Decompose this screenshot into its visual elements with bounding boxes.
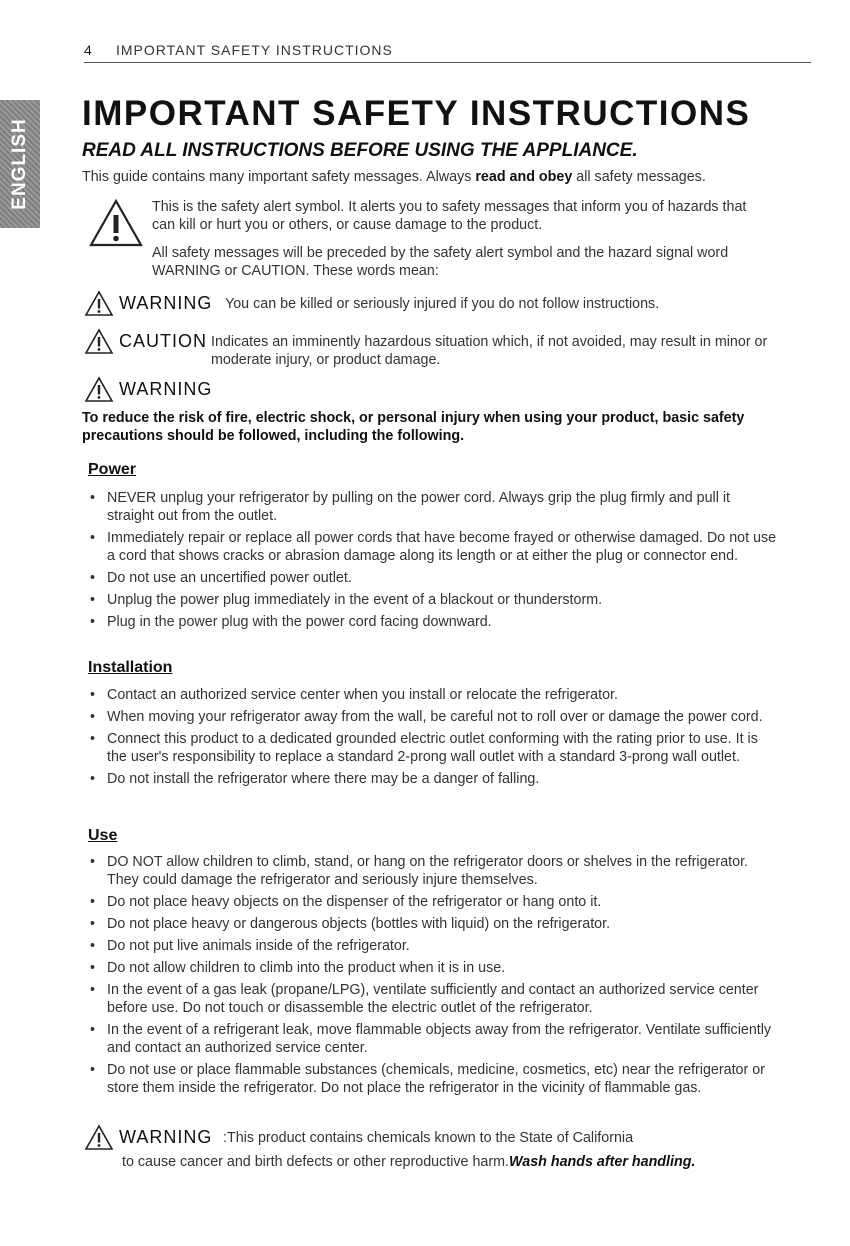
list-item: • Do not use an uncertified power outlet. — [88, 569, 778, 587]
signal-word-description: All safety messages will be preceded by the safety alert symbol and the hazard signal word WARNING or CAUTION. These words mean: — [152, 245, 729, 279]
prop65-text: :This product contains chemicals known to the State of California — [223, 1130, 634, 1146]
list-item: • In the event of a refrigerant leak, move flammable objects away from the refrigerator. Ventilate sufficiently and contact an authorized service center. — [88, 1021, 778, 1057]
intro-text: This guide contains many important safety messages. Always read and obey all safety messages. — [82, 169, 706, 185]
caution-alert-icon — [84, 328, 114, 355]
list-item: • Do not use or place flammable substances (chemicals, medicine, cosmetics, etc) near the refrigerator or store them inside the refrigerator. Do not place the refrigerator in the vicinity of flammable gas. — [88, 1061, 778, 1097]
list-item: • Connect this product to a dedicated grounded electric outlet conforming with the rating prior to use. It is the user's responsibility to replace a standard 2-prong wall outlet with a standard 3-prong wall outlet. — [88, 730, 778, 766]
alert-symbol-description: This is the safety alert symbol. It alerts you to safety messages that inform you of hazards that can kill or hurt you or others, or cause damage to the product. — [152, 199, 747, 233]
list-item: • Immediately repair or replace all power cords that have become frayed or otherwise damaged. Do not use a cord that shows cracks or abrasion damage along its length or at either the plug or connector end. — [88, 529, 778, 565]
prop65-alert-icon — [84, 1124, 114, 1151]
page-title: IMPORTANT SAFETY INSTRUCTIONS — [82, 94, 751, 133]
list-item: • In the event of a gas leak (propane/LPG), ventilate sufficiently and contact an authorized service center before use. Do not touch or disassemble the electric outlet of the refrigerator. — [88, 981, 778, 1017]
prop65-continuation: to cause cancer and birth defects or other reproductive harm.Wash hands after handling. — [122, 1154, 696, 1170]
caution-word: CAUTION — [119, 331, 207, 351]
list-item: • Do not install the refrigerator where there may be a danger of falling. — [88, 770, 778, 788]
list-item: • NEVER unplug your refrigerator by pulling on the power cord. Always grip the plug firmly and pull it straight out from the outlet. — [88, 489, 778, 525]
list-item: • Do not place heavy or dangerous objects (bottles with liquid) on the refrigerator. — [88, 915, 778, 933]
warning-word: WARNING — [119, 293, 213, 313]
page-subtitle: READ ALL INSTRUCTIONS BEFORE USING THE APPLIANCE. — [82, 140, 638, 161]
section-title-installation: Installation — [88, 659, 173, 676]
warning-alert-icon — [84, 290, 114, 317]
list-item: • Do not place heavy objects on the dispenser of the refrigerator or hang onto it. — [88, 893, 778, 911]
list-item: • Plug in the power plug with the power cord facing downward. — [88, 613, 778, 631]
section-title-power: Power — [88, 461, 137, 478]
warning-intro: To reduce the risk of fire, electric shock, or personal injury when using your product, basic safety precautions should be followed, including the following. — [82, 410, 745, 444]
caution-description: Indicates an imminently hazardous situation which, if not avoided, may result in minor or moderate injury, or product damage. — [211, 334, 768, 368]
warning-heading-word: WARNING — [119, 379, 213, 399]
list-item: • DO NOT allow children to climb, stand, or hang on the refrigerator doors or shelves in the refrigerator. They could damage the refrigerator and seriously injure themselves. — [88, 853, 778, 889]
prop65-emphasis: Wash hands after handling. — [509, 1154, 696, 1170]
page-number: 4 — [84, 42, 92, 58]
running-title: IMPORTANT SAFETY INSTRUCTIONS — [116, 42, 393, 58]
section-title-use: Use — [88, 827, 118, 844]
installation-list — [88, 686, 778, 792]
use-list — [88, 853, 778, 1101]
running-header — [84, 40, 811, 63]
language-tab — [0, 100, 40, 228]
list-item: • Do not allow children to climb into the product when it is in use. — [88, 959, 778, 977]
language-tab-label: ENGLISH — [9, 118, 30, 210]
warning-description: You can be killed or seriously injured if you do not follow instructions. — [225, 296, 660, 312]
prop65-warning-word: WARNING — [119, 1127, 213, 1147]
warning-heading-icon — [84, 376, 114, 403]
power-list — [88, 489, 778, 635]
safety-alert-icon — [88, 198, 144, 248]
list-item: • Unplug the power plug immediately in the event of a blackout or thunderstorm. — [88, 591, 778, 609]
list-item: • Contact an authorized service center when you install or relocate the refrigerator. — [88, 686, 778, 704]
list-item: • When moving your refrigerator away from the wall, be careful not to roll over or damage the power cord. — [88, 708, 778, 726]
list-item: • Do not put live animals inside of the refrigerator. — [88, 937, 778, 955]
